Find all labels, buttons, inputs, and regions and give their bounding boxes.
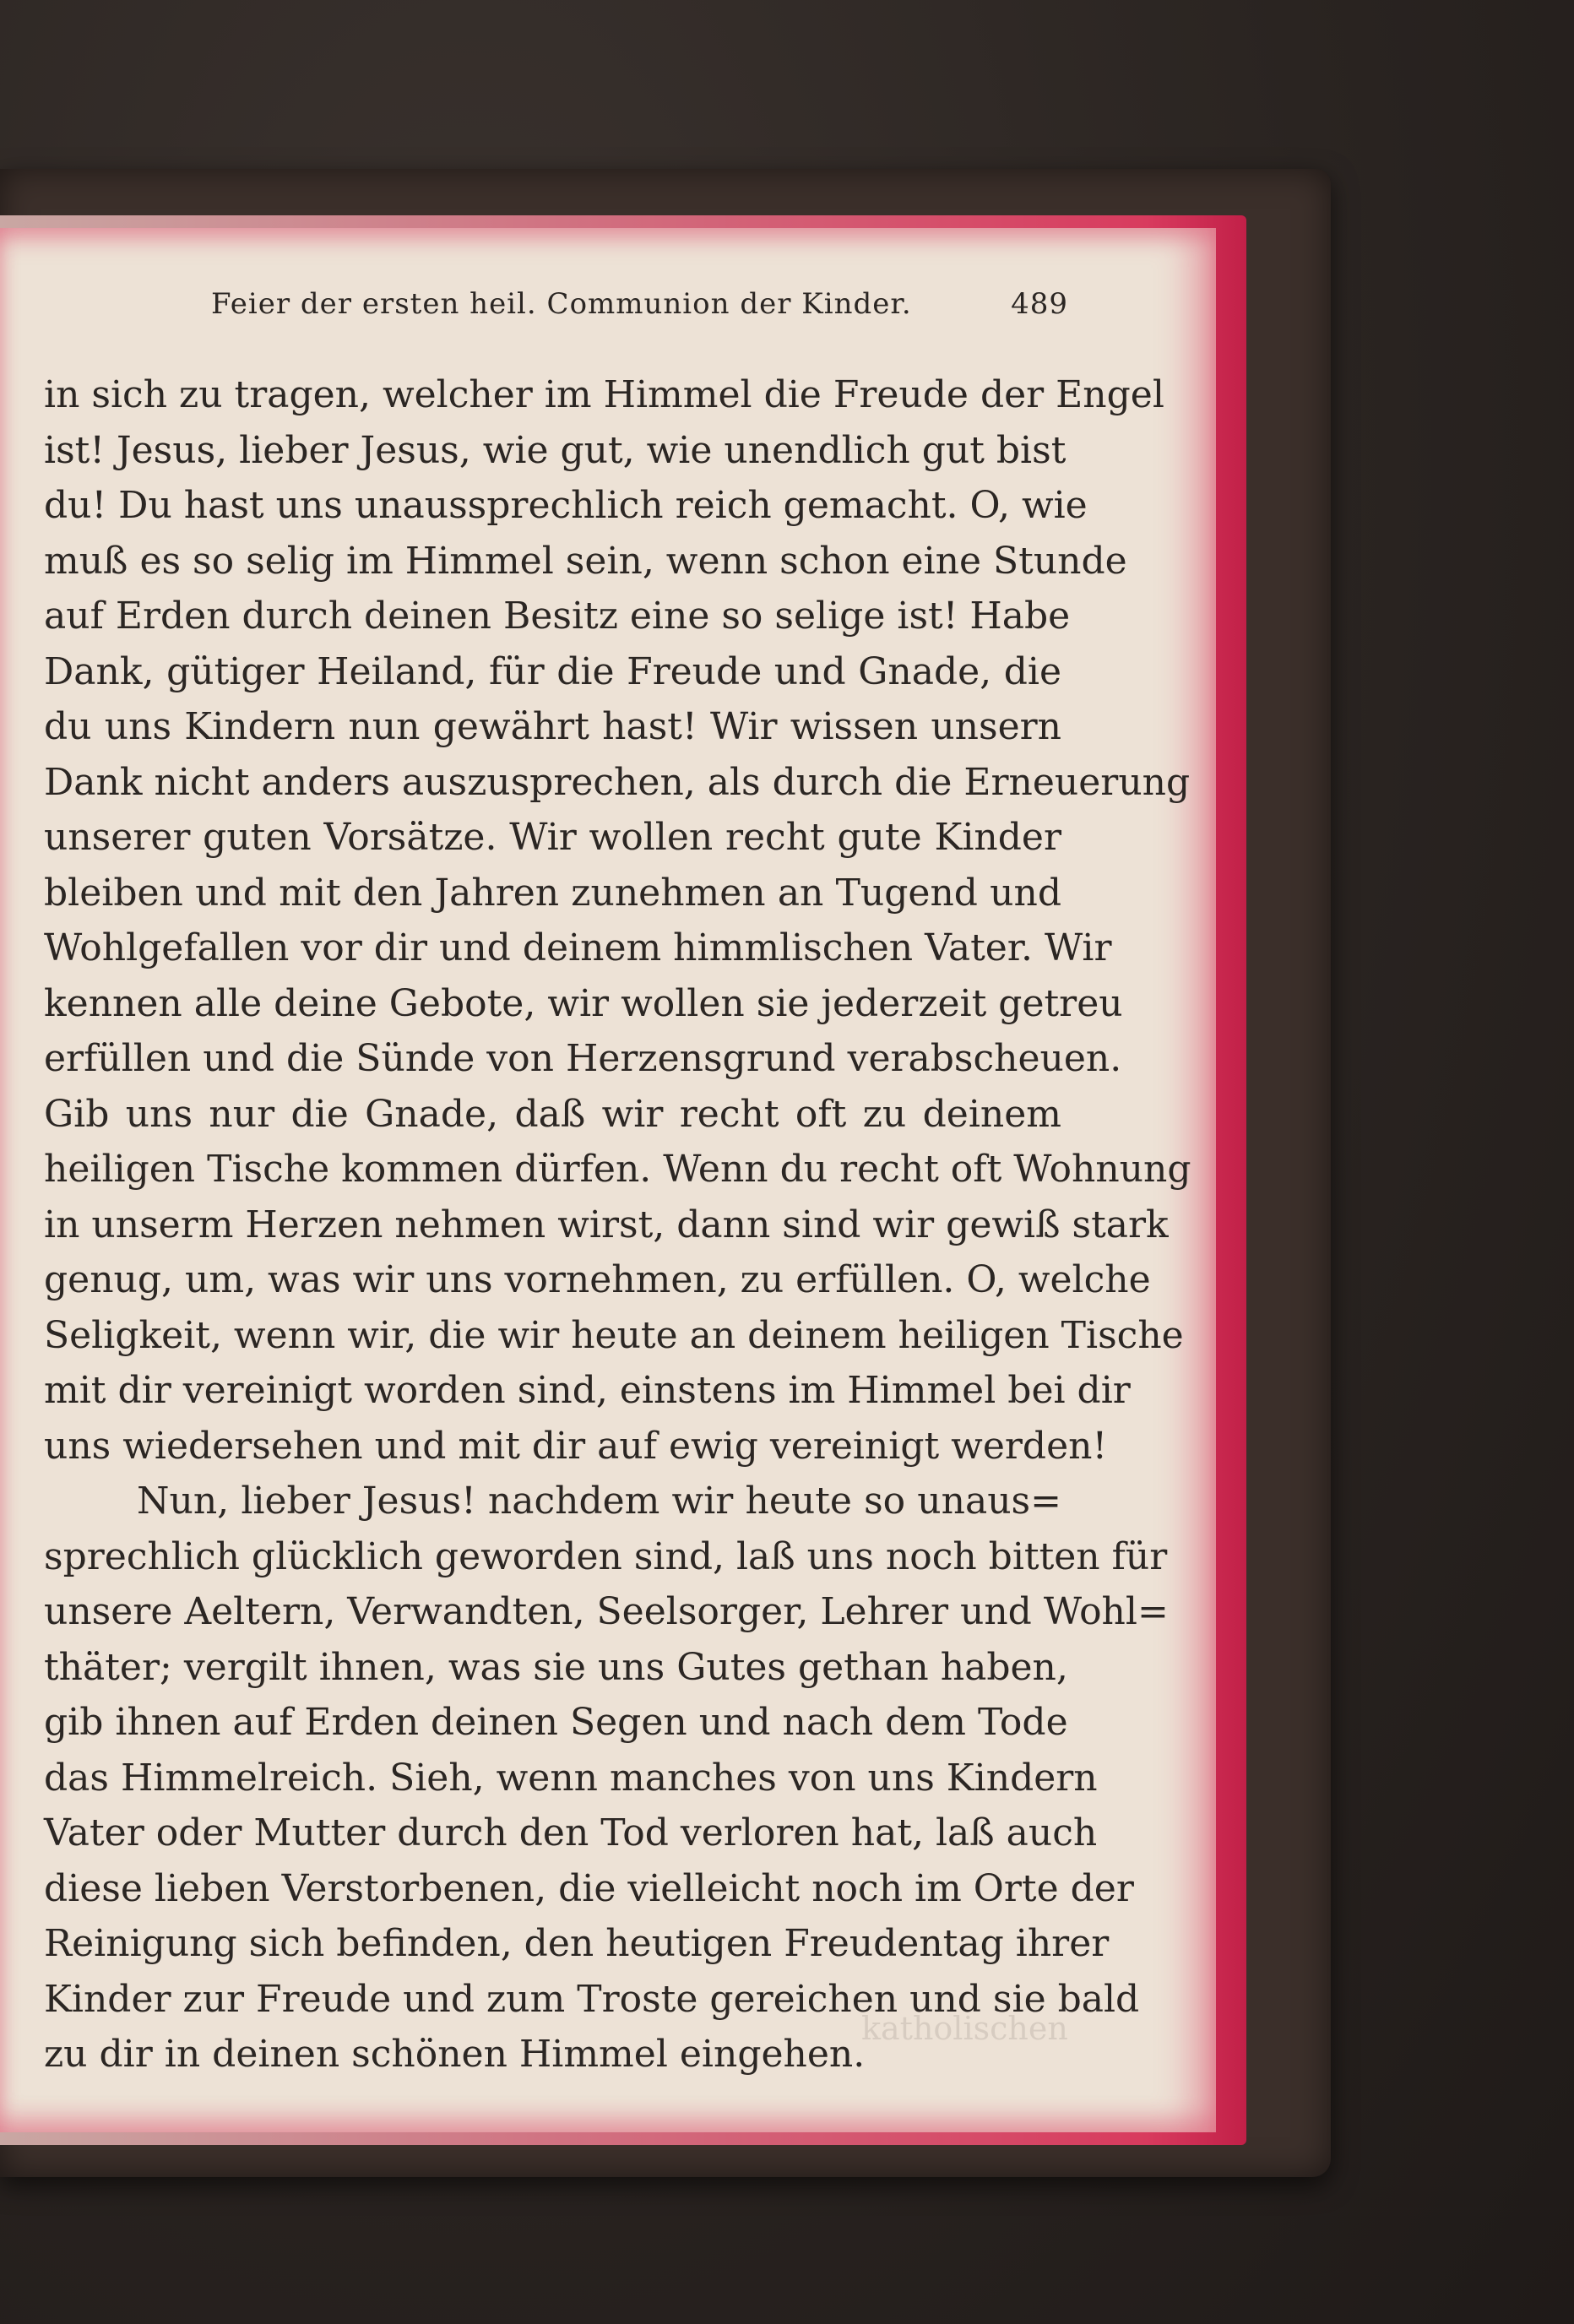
text-line: Vater oder Mutter durch den Tod verloren hat, laß auch xyxy=(44,1811,1098,1854)
text-line: bleiben und mit den Jahren zunehmen an Tugend und xyxy=(44,871,1061,915)
text-line: du uns Kindern nun gewährt hast! Wir wissen unsern xyxy=(44,705,1061,748)
body-text xyxy=(44,367,1191,2082)
text-line: diese lieben Verstorbenen, die vielleicht noch im Orte der xyxy=(44,1866,1134,1910)
text-line: unsere Aeltern, Verwandten, Seelsorger, Lehrer und Wohl= xyxy=(44,1590,1169,1633)
text-line: uns wiedersehen und mit dir auf ewig vereinigt werden! xyxy=(44,1424,1108,1468)
text-line: Wohlgefallen vor dir und deinem himmlischen Vater. Wir xyxy=(44,926,1112,969)
text-line: sprechlich glücklich geworden sind, laß uns noch bitten für xyxy=(44,1534,1168,1578)
text-line: Dank nicht anders auszusprechen, als durch die Erneuerung xyxy=(44,760,1191,804)
text-line: zu dir in deinen schönen Himmel eingehen. xyxy=(44,2033,866,2076)
text-line: heiligen Tische kommen dürfen. Wenn du recht oft Wohnung xyxy=(44,1148,1191,1191)
text-line: mit dir vereinigt worden sind, einstens im Himmel bei dir xyxy=(44,1369,1131,1412)
text-line: kennen alle deine Gebote, wir wollen sie jederzeit getreu xyxy=(44,981,1123,1025)
text-line: das Himmelreich. Sieh, wenn manches von uns Kindern xyxy=(44,1756,1098,1800)
text-line: muß es so selig im Himmel sein, wenn schon eine Stunde xyxy=(44,539,1127,583)
text-line: in unserm Herzen nehmen wirst, dann sind wir gewiß stark xyxy=(44,1203,1169,1246)
text-line: genug, um, was wir uns vornehmen, zu erfüllen. O, welche xyxy=(44,1258,1151,1301)
text-line: in sich zu tragen, welcher im Himmel die Freude der Engel xyxy=(44,373,1164,416)
text-line: Dank, gütiger Heiland, für die Freude und Gnade, die xyxy=(44,649,1061,693)
text-line: erfüllen und die Sünde von Herzensgrund verabscheuen. xyxy=(44,1037,1122,1080)
running-head-title: Feier der ersten heil. Communion der Kinder. xyxy=(211,287,912,321)
text-line: gib ihnen auf Erden deinen Segen und nach dem Tode xyxy=(44,1701,1068,1744)
text-line: Gib uns nur die Gnade, daß wir recht oft zu deinem xyxy=(44,1092,1061,1136)
text-line: Reinigung sich befinden, den heutigen Freudentag ihrer xyxy=(44,1922,1110,1965)
text-line: du! Du hast uns unaussprechlich reich gemacht. O, wie xyxy=(44,484,1088,527)
show-through-text: katholischen xyxy=(861,2010,1068,2047)
text-line: Nun, lieber Jesus! nachdem wir heute so unaus= xyxy=(137,1480,1061,1523)
text-line: thäter; vergilt ihnen, was sie uns Gutes gethan haben, xyxy=(44,1645,1068,1689)
text-line: auf Erden durch deinen Besitz eine so selige ist! Habe xyxy=(44,595,1071,638)
text-line: ist! Jesus, lieber Jesus, wie gut, wie unendlich gut bist xyxy=(44,428,1067,472)
text-line: unserer guten Vorsätze. Wir wollen recht gute Kinder xyxy=(44,816,1061,859)
text-line: Kinder zur Freude und zum Troste gereichen und sie bald xyxy=(44,1977,1140,2021)
running-head xyxy=(211,287,1068,334)
page-number: 489 xyxy=(1011,287,1068,321)
text-line: Seligkeit, wenn wir, die wir heute an deinem heiligen Tische xyxy=(44,1313,1184,1357)
